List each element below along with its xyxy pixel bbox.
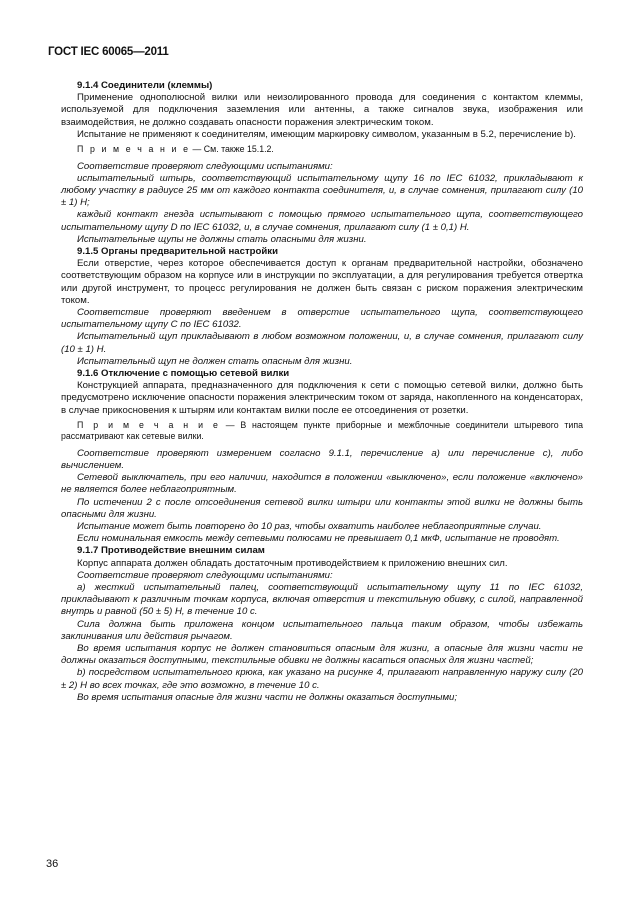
compliance-text: Испытательный щуп не должен стать опасным для жизни. (77, 355, 353, 367)
note-text: — В настоящем пункте приборные и межблочные соединители штыревого типа рассматривают как сетевые вилки. (61, 419, 584, 442)
note-label: П р и м е ч а н и е (77, 144, 191, 155)
note (61, 420, 583, 443)
section-heading-9-1-5: 9.1.5 Органы предварительной настройки (77, 245, 278, 257)
compliance-text: Испытательные щупы не должны стать опасными для жизни. (77, 233, 367, 245)
note (61, 144, 583, 156)
compliance-text: Сетевой выключатель, при его наличии, находится в положении «выключено», если положение «включено» не является более неблагоприятным. (61, 472, 583, 496)
paragraph: Корпус аппарата должен обладать достаточным противодействием к приложению внешних сил. (77, 557, 508, 569)
compliance-text: Во время испытания корпус не должен становиться опасным для жизни, а опасные для жизни части не должны оказаться доступными, текстильные обивки не должны касаться опасных для жизни частей; (61, 643, 583, 667)
paragraph: Конструкцией аппарата, предназначенного для подключения к сети с помощью сетевой вилки, должно быть предусмотрено исключение опасности поражения электрическим током от заряда, накопленного на конденсаторах, в случае прикосновения к штырям или контактам вилки после ее отсоединения от розетки. (61, 380, 583, 416)
page-number: 36 (46, 858, 59, 870)
page-content (61, 80, 583, 704)
note-label: П р и м е ч а н и е (77, 419, 220, 430)
paragraph: Применение однополюсной вилки или неизолированного провода для соединения с контактом клеммы, используемой для подключения заземления или антенны, а также сигналов звука, изображения или взаимодействия, не должно создавать опасности поражения электрическим током. (61, 92, 583, 128)
compliance-text: испытательный штырь, соответствующий испытательному щупу 16 по IEC 61032, прикладывают к любому участку в радиусе 25 мм от каждого контакта соединителя, и, в случае сомнения, прилагают силу (10 ± 1) Н; (61, 172, 583, 209)
paragraph: Испытание не применяют к соединителям, имеющим маркировку символом, указанным в 5.2, перечисление b). (77, 128, 576, 140)
compliance-text: Соответствие проверяют измерением согласно 9.1.1, перечисление a) или перечисление c), либо вычислением. (61, 447, 583, 471)
section-heading-9-1-6: 9.1.6 Отключение с помощью сетевой вилки (77, 367, 290, 379)
compliance-text: b) посредством испытательного крюка, как указано на рисунке 4, прилагают направленную наружу силу (20 ± 2) Н во всех точках, где это возможно, в течение 10 с. (61, 667, 583, 691)
compliance-text: Во время испытания опасные для жизни части не должны оказаться доступными; (77, 691, 458, 703)
compliance-text: Соответствие проверяют следующими испытаниями: (77, 569, 333, 581)
compliance-text: а) жесткий испытательный палец, соответствующий испытательному щупу 11 по IEC 61032, прикладывают к различным точкам корпуса, включая отверстия и текстильную обивку, с силой, направленной внутрь и равной (50 ± 5) Н, в течение 10 с. (61, 582, 583, 618)
paragraph: Если отверстие, через которое обеспечивается доступ к органам предварительной настройки, обозначено соответствующим образом на корпусе или в инструкции по эксплуатации, а для регулирования требуется отвертка или другой инструмент, то процесс регулирования не должен быть связан с риском поражения электрическим током. (61, 258, 583, 306)
compliance-text: Испытательный щуп прикладывают в любом возможном положении, и, в случае сомнения, прилагают силу (10 ± 1) Н. (61, 331, 583, 355)
compliance-text: Соответствие проверяют следующими испытаниями: (77, 160, 333, 172)
section-heading-9-1-7: 9.1.7 Противодействие внешним силам (77, 545, 265, 557)
compliance-text: Если номинальная емкость между сетевыми полюсами не превышает 0,1 мкФ, испытание не проводят. (77, 533, 560, 545)
compliance-text: каждый контакт гнезда испытывают с помощью прямого испытательного щупа, соответствующего испытательному щупу D по IEC 61032, и, в случае сомнения, прилагают силу (1 ± 0,1) Н. (61, 209, 583, 233)
compliance-text: Соответствие проверяют введением в отверстие испытательного щупа, соответствующего испытательному щупу C по IEC 61032. (61, 306, 583, 331)
compliance-text: Испытание может быть повторено до 10 раз, чтобы охватить наиболее неблагоприятные случаи. (77, 521, 542, 532)
document-header: ГОСТ IEC 60065—2011 (48, 46, 169, 58)
section-heading-9-1-4: 9.1.4 Соединители (клеммы) (77, 80, 213, 91)
compliance-text: Сила должна быть приложена концом испытательного пальца таким образом, чтобы избежать заклинивания или действия рычагом. (61, 618, 583, 642)
compliance-text: По истечении 2 с после отсоединения сетевой вилки штыри или контакты этой вилки не должны быть опасными для жизни. (61, 496, 583, 520)
note-text: — См. также 15.1.2. (190, 144, 274, 155)
